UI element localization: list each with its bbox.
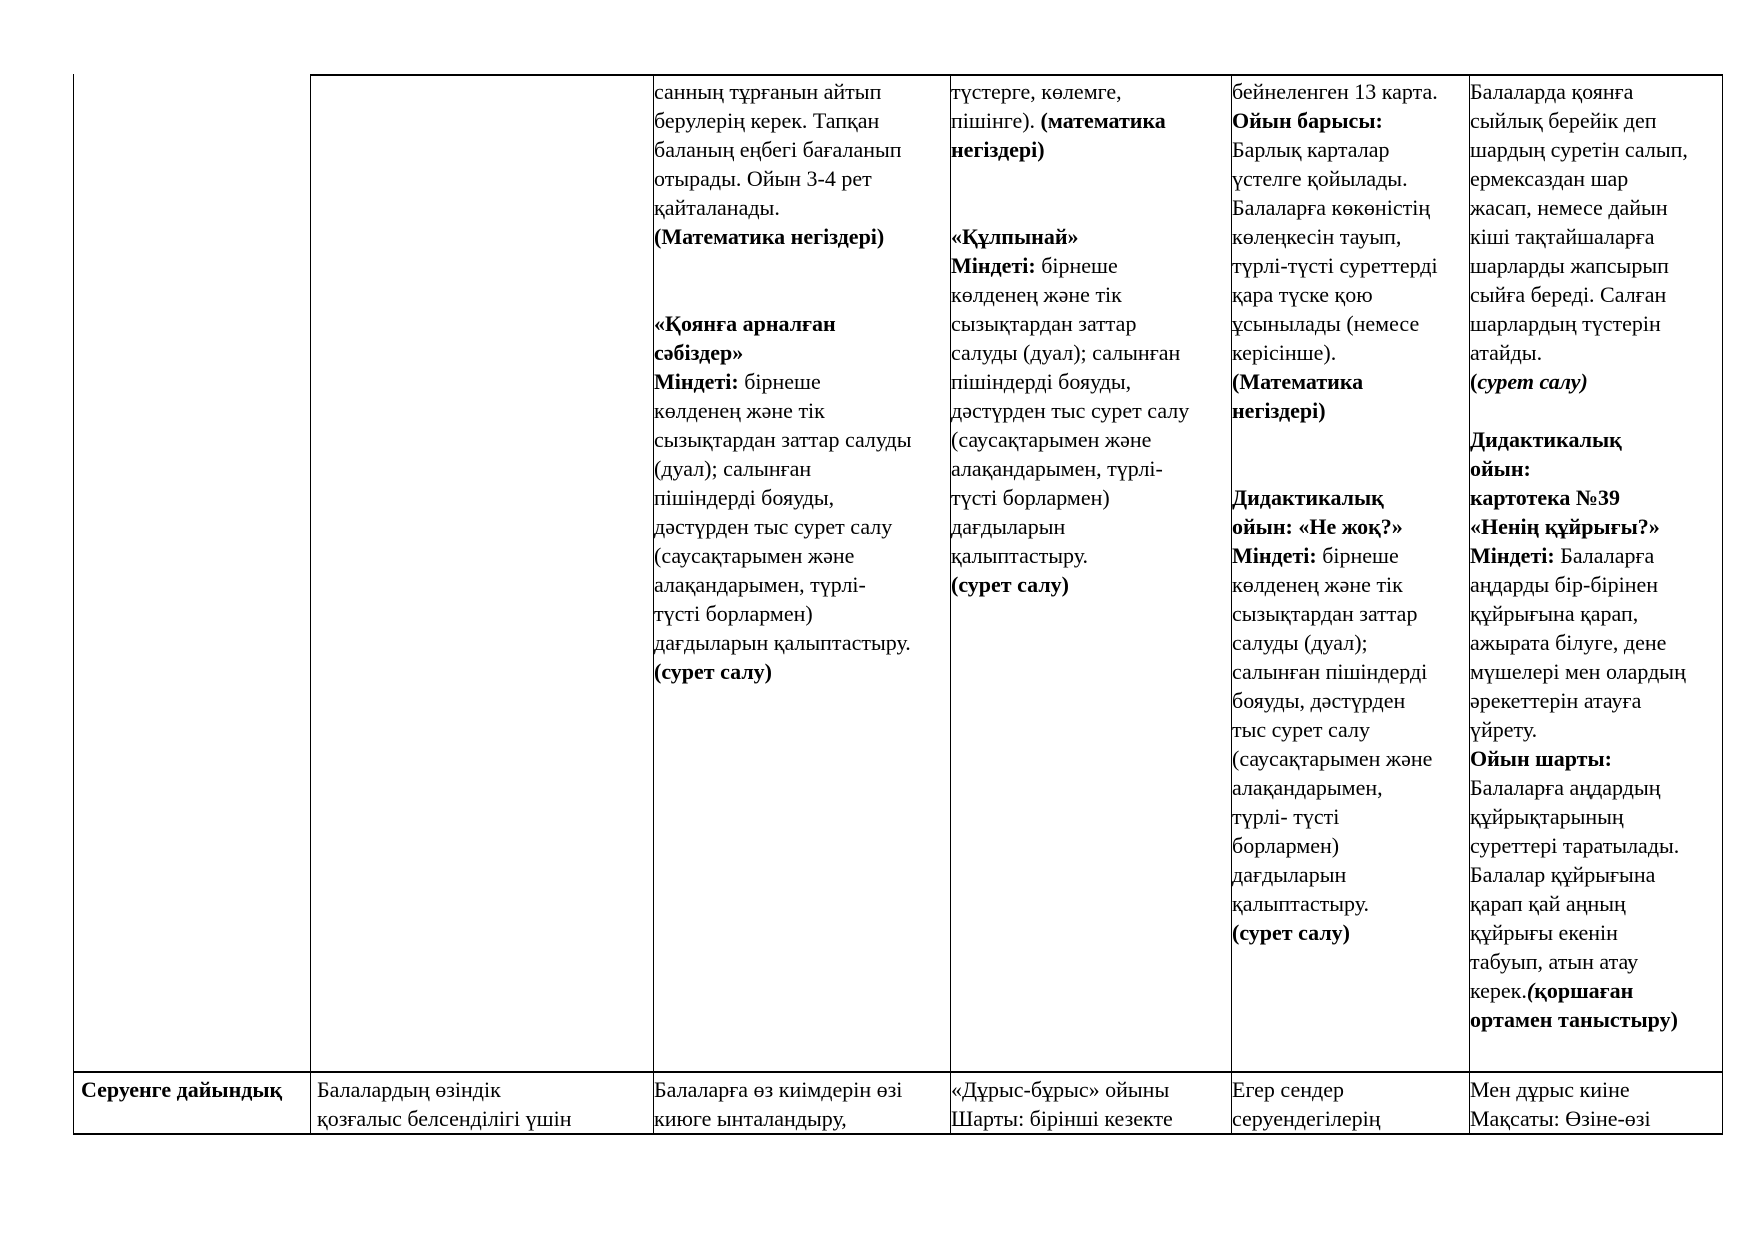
text-line — [951, 454, 1189, 483]
text-line — [1470, 454, 1688, 483]
text-line — [1470, 106, 1688, 135]
text-line — [1470, 77, 1688, 106]
text-line — [1232, 860, 1438, 889]
text-run: ойын: «Не жоқ?» — [1232, 514, 1403, 539]
text-run: Егер сендер — [1232, 1077, 1344, 1102]
text-line — [1232, 512, 1438, 541]
text-line — [951, 309, 1189, 338]
text-line — [951, 222, 1189, 251]
cell-top-col3 — [654, 77, 912, 686]
text-run: дәстүрден тыс сурет салу — [654, 514, 893, 539]
text-line — [654, 425, 912, 454]
text-run: құйрығы екенін — [1470, 920, 1618, 945]
text-run: қалыптастыру. — [951, 543, 1088, 568]
text-run: салуды (дуал); — [1232, 630, 1368, 655]
text-run: «Дұрыс-бұрыс» ойыны — [951, 1077, 1170, 1102]
text-run: (сурет салу) — [654, 659, 773, 684]
text-line — [1232, 628, 1438, 657]
text-line — [1470, 947, 1688, 976]
text-line — [1232, 425, 1438, 454]
text-run: Шарты: бірінші кезекте — [951, 1106, 1173, 1131]
text-line — [951, 396, 1189, 425]
text-line — [317, 1075, 571, 1104]
text-run: (Математика негіздері) — [654, 224, 885, 249]
text-line — [1470, 164, 1688, 193]
cell-top-col6 — [1470, 77, 1688, 1034]
text-line — [1470, 1104, 1651, 1133]
text-line — [654, 599, 912, 628]
text-line — [1470, 251, 1688, 280]
text-line — [654, 541, 912, 570]
text-line — [1232, 222, 1438, 251]
text-run: Ойын барысы: — [1232, 108, 1383, 133]
text-run: «Құлпынай» — [951, 224, 1079, 249]
text-line — [951, 135, 1189, 164]
text-line — [951, 570, 1189, 599]
text-line — [1232, 483, 1438, 512]
text-line — [654, 77, 912, 106]
cell-bottom-col4 — [951, 1075, 1173, 1133]
text-line — [1470, 425, 1688, 454]
text-line — [654, 1075, 902, 1104]
text-line — [654, 570, 912, 599]
col-border-6 — [1722, 74, 1723, 1134]
col-border-1 — [310, 74, 311, 1134]
text-run: ( — [1470, 369, 1478, 394]
text-run: бірнеше — [1316, 543, 1399, 568]
text-run: Мақсаты: Өзіне-өзі — [1470, 1106, 1651, 1131]
text-line — [1232, 164, 1438, 193]
text-line — [1232, 570, 1438, 599]
text-line — [1470, 976, 1688, 1005]
text-run: көлденең және тік — [654, 398, 825, 423]
text-line — [1470, 889, 1688, 918]
text-run: (дуал); салынған — [654, 456, 812, 481]
text-line — [1470, 483, 1688, 512]
text-line — [654, 280, 912, 309]
text-run: жасап, немесе дайын — [1470, 195, 1668, 220]
text-run: борлармен) — [1232, 833, 1340, 858]
text-line — [1470, 802, 1688, 831]
text-run: дәстүрден тыс сурет салу — [951, 398, 1190, 423]
text-line — [1232, 715, 1438, 744]
text-run: дағдыларын қалыптастыру. — [654, 630, 911, 655]
text-line — [1232, 1104, 1380, 1133]
text-line — [1470, 193, 1688, 222]
text-run: алақандарымен, түрлі- — [951, 456, 1163, 481]
text-run: құйрығына қарап, — [1470, 601, 1639, 626]
text-line — [1232, 831, 1438, 860]
text-run: үстелге қойылады. — [1232, 166, 1408, 191]
text-run: әрекеттерін атауға — [1470, 688, 1642, 713]
text-run: алақандарымен, — [1232, 775, 1383, 800]
cell-bottom-col5 — [1232, 1075, 1380, 1133]
plan-table — [73, 74, 1723, 1134]
text-line — [654, 135, 912, 164]
text-line — [654, 309, 912, 338]
text-line — [1232, 77, 1438, 106]
text-run: салуды (дуал); салынған — [951, 340, 1181, 365]
text-line — [951, 251, 1189, 280]
text-run: ортамен таныстыру) — [1470, 1007, 1678, 1032]
row-divider — [73, 1071, 1723, 1073]
text-run: сыйлық берейік деп — [1470, 108, 1657, 133]
text-run: қара түске қою — [1232, 282, 1373, 307]
text-run: Серуенге дайындық — [81, 1077, 283, 1102]
text-run: аңдарды бір-бірінен — [1470, 572, 1659, 597]
text-line — [1232, 338, 1438, 367]
text-line — [1470, 367, 1688, 396]
text-line — [1470, 309, 1688, 338]
text-line — [654, 164, 912, 193]
cell-top-col5 — [1232, 77, 1438, 947]
text-run: Балаларға көкөністің — [1232, 195, 1431, 220]
text-line — [1470, 1005, 1688, 1034]
text-run: Мен дұрыс киіне — [1470, 1077, 1630, 1102]
text-run: Міндеті: — [1470, 543, 1555, 568]
cell-bottom-col3 — [654, 1075, 902, 1133]
text-line — [654, 222, 912, 251]
text-run: сыйға береді. Салған — [1470, 282, 1667, 307]
text-run: шарлардың түстерін — [1470, 311, 1661, 336]
text-run: қайталанады. — [654, 195, 780, 220]
text-line — [951, 541, 1189, 570]
text-run: шардың суретін салып, — [1470, 137, 1688, 162]
text-line — [654, 251, 912, 280]
text-run: пішіндерді бояуды, — [654, 485, 835, 510]
text-run: (саусақтарымен және — [951, 427, 1152, 452]
text-line — [317, 1104, 571, 1133]
text-line — [1232, 454, 1438, 483]
text-line — [1470, 512, 1688, 541]
text-line — [654, 367, 912, 396]
text-line — [654, 483, 912, 512]
text-run: (Математика — [1232, 369, 1364, 394]
text-run: Міндеті: — [654, 369, 739, 394]
text-line — [1232, 802, 1438, 831]
text-run: кіші тақтайшаларға — [1470, 224, 1655, 249]
table-bottom-border — [73, 1133, 1723, 1135]
text-run: Балаларда қоянға — [1470, 79, 1634, 104]
text-run: ( — [1526, 978, 1535, 1003]
text-line — [1232, 193, 1438, 222]
text-run: түсті борлармен) — [951, 485, 1110, 510]
text-line — [654, 1104, 902, 1133]
text-line — [951, 483, 1189, 512]
text-line — [951, 338, 1189, 367]
text-line — [1232, 135, 1438, 164]
text-line — [1470, 1075, 1651, 1104]
text-run: Балалар құйрығына — [1470, 862, 1656, 887]
text-run: қалыптастыру. — [1232, 891, 1369, 916]
text-run: сызықтардан заттар — [951, 311, 1137, 336]
text-line — [1470, 918, 1688, 947]
text-line — [654, 106, 912, 135]
text-line — [951, 1075, 1173, 1104]
text-line — [951, 77, 1189, 106]
text-run: Міндеті: — [951, 253, 1036, 278]
text-line — [1232, 309, 1438, 338]
text-run: отырады. Ойын 3-4 рет — [654, 166, 872, 191]
text-run: шарларды жапсырып — [1470, 253, 1669, 278]
text-line — [1470, 135, 1688, 164]
text-run: сәбіздер» — [654, 340, 744, 365]
text-run: алақандарымен, түрлі- — [654, 572, 866, 597]
text-line — [1232, 773, 1438, 802]
text-line — [1470, 686, 1688, 715]
cell-bottom-col1 — [81, 1075, 282, 1104]
text-line — [1470, 860, 1688, 889]
text-line — [654, 338, 912, 367]
text-run: баланың еңбегі бағаланып — [654, 137, 902, 162]
text-run: табуып, атын атау — [1470, 949, 1639, 974]
text-run: дағдыларын — [1232, 862, 1347, 887]
text-line — [1470, 773, 1688, 802]
text-run: керек. — [1470, 978, 1527, 1003]
text-run: «Ненің құйрығы?» — [1470, 514, 1660, 539]
text-run: түсті борлармен) — [654, 601, 813, 626]
text-line — [1470, 831, 1688, 860]
text-line — [951, 193, 1189, 222]
text-run: Дидактикалық — [1232, 485, 1384, 510]
text-line — [654, 454, 912, 483]
text-run: берулерің керек. Тапқан — [654, 108, 880, 133]
text-run: Ойын шарты: — [1470, 746, 1612, 771]
text-line — [1470, 338, 1688, 367]
cell-top-col4 — [951, 77, 1189, 599]
text-line — [951, 367, 1189, 396]
text-run: Балаларға өз киімдерін өзі — [654, 1077, 903, 1102]
text-run: қарап қай аңның — [1470, 891, 1626, 916]
text-line — [1470, 599, 1688, 628]
text-run: көлденең және тік — [951, 282, 1122, 307]
text-run: бірнеше — [1035, 253, 1118, 278]
text-line — [951, 106, 1189, 135]
text-run: сызықтардан заттар — [1232, 601, 1418, 626]
text-run: көлеңкесін тауып, — [1232, 224, 1402, 249]
text-line — [1232, 889, 1438, 918]
text-run: тыс сурет салу — [1232, 717, 1370, 742]
text-line — [1470, 570, 1688, 599]
text-run: бояуды, дәстүрден — [1232, 688, 1406, 713]
text-run: (сурет салу) — [1232, 920, 1351, 945]
text-run: Балалардың өзіндік — [317, 1077, 501, 1102]
text-run: үйрету. — [1470, 717, 1538, 742]
text-run: атайды. — [1470, 340, 1543, 365]
text-run: серуендегілерің — [1232, 1106, 1381, 1131]
text-line — [1470, 396, 1688, 425]
text-line — [1232, 657, 1438, 686]
text-line — [951, 512, 1189, 541]
text-line — [654, 628, 912, 657]
text-run: бірнеше — [738, 369, 821, 394]
text-line — [951, 1104, 1173, 1133]
text-run: бейнеленген 13 карта. — [1232, 79, 1438, 104]
text-run: Балаларға аңдардың — [1470, 775, 1661, 800]
text-run: керісінше). — [1232, 340, 1337, 365]
text-run: санның тұрғанын айтып — [654, 79, 882, 104]
text-line — [1470, 657, 1688, 686]
text-run: Барлық карталар — [1232, 137, 1390, 162]
text-line — [1232, 599, 1438, 628]
text-run: түрлі- түсті — [1232, 804, 1340, 829]
text-run: қоршаған — [1534, 978, 1634, 1003]
text-run: «Қоянға арналған — [654, 311, 836, 336]
text-run: сызықтардан заттар салуды — [654, 427, 912, 452]
text-line — [951, 425, 1189, 454]
text-run: Балаларға — [1554, 543, 1655, 568]
text-line — [1232, 280, 1438, 309]
text-run: қозғалыс белсенділігі үшін — [317, 1106, 572, 1131]
text-run: негіздері) — [1232, 398, 1326, 423]
text-line — [1232, 1075, 1380, 1104]
text-run: (сурет салу) — [951, 572, 1070, 597]
text-line — [1232, 744, 1438, 773]
text-run: түрлі-түсті суреттерді — [1232, 253, 1438, 278]
text-run: көлденең және тік — [1232, 572, 1403, 597]
text-line — [1232, 918, 1438, 947]
table-top-border — [310, 74, 1723, 76]
cell-bottom-col6 — [1470, 1075, 1651, 1133]
cell-bottom-col2 — [317, 1075, 571, 1133]
text-run: пішінге). — [951, 108, 1041, 133]
text-run: салынған пішіндерді — [1232, 659, 1428, 684]
text-line — [1470, 628, 1688, 657]
text-line — [1470, 744, 1688, 773]
text-line — [654, 657, 912, 686]
text-line — [951, 164, 1189, 193]
text-line — [1470, 280, 1688, 309]
text-run: түстерге, көлемге, — [951, 79, 1122, 104]
text-line — [1232, 367, 1438, 396]
text-line — [1470, 222, 1688, 251]
text-run: құйрықтарының — [1470, 804, 1624, 829]
text-run: ажырата білуге, дене — [1470, 630, 1667, 655]
text-line — [1470, 541, 1688, 570]
text-run: картотека №39 — [1470, 485, 1621, 510]
text-run: ермексаздан шар — [1470, 166, 1629, 191]
text-line — [1470, 715, 1688, 744]
text-line — [654, 512, 912, 541]
text-line — [1232, 251, 1438, 280]
text-run: дағдыларын — [951, 514, 1066, 539]
text-line — [1232, 396, 1438, 425]
text-line — [1232, 541, 1438, 570]
text-run: (математика — [1040, 108, 1166, 133]
text-line — [1232, 106, 1438, 135]
text-run: мүшелері мен олардың — [1470, 659, 1686, 684]
text-line — [951, 280, 1189, 309]
text-line — [1232, 686, 1438, 715]
text-run: (саусақтарымен және — [1232, 746, 1433, 771]
text-run: ұсынылады (немесе — [1232, 311, 1420, 336]
text-run: (саусақтарымен және — [654, 543, 855, 568]
text-run: пішіндерді бояуды, — [951, 369, 1132, 394]
text-run: ойын: — [1470, 456, 1531, 481]
col-border-0 — [73, 74, 74, 1134]
text-run: сурет салу) — [1477, 369, 1588, 394]
text-line — [81, 1075, 282, 1104]
text-run: киюге ынталандыру, — [654, 1106, 847, 1131]
text-line — [654, 193, 912, 222]
text-run: негіздері) — [951, 137, 1045, 162]
text-run: суреттері таратылады. — [1470, 833, 1680, 858]
text-run: Дидактикалық — [1470, 427, 1622, 452]
text-line — [654, 396, 912, 425]
text-run: Міндеті: — [1232, 543, 1317, 568]
